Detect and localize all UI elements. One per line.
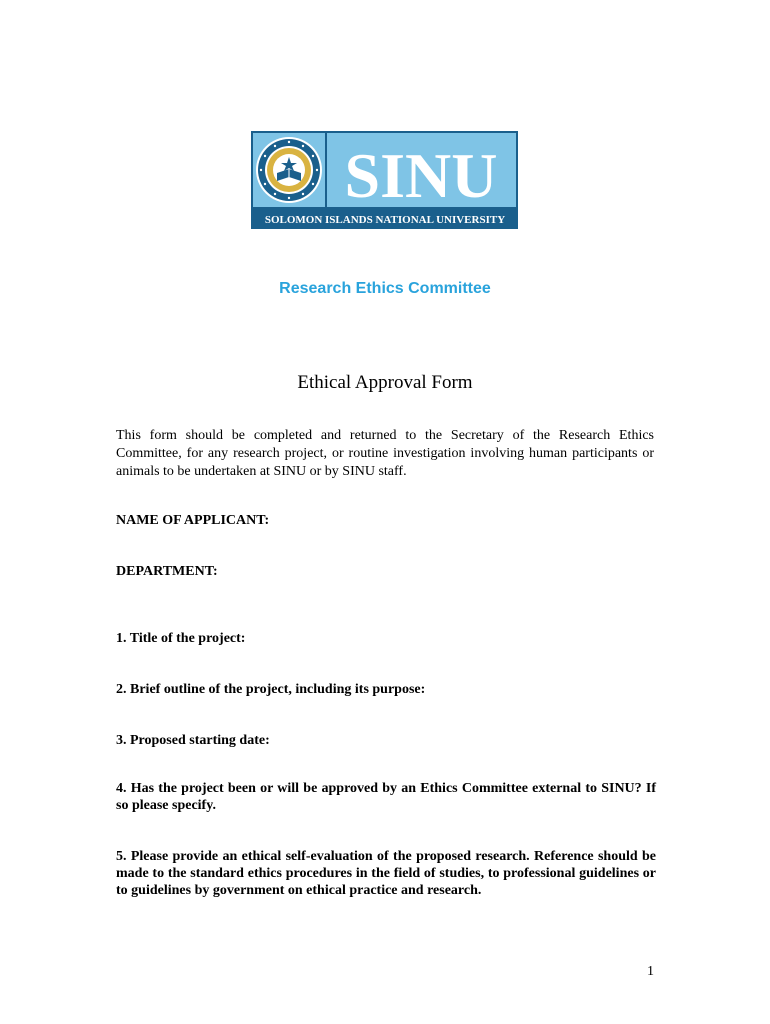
question-5: 5. Please provide an ethical self-evaluation of the proposed research. Reference should be made to the standard ethics procedures in the field of studies, to professional guidelines or to guidelines by government on ethical practice and research.: [116, 849, 656, 898]
department-label: DEPARTMENT:: [116, 564, 218, 579]
committee-heading: Research Ethics Committee: [279, 280, 491, 297]
page-number: 1: [647, 964, 654, 979]
logo-wordmark: SINU: [344, 140, 498, 211]
question-3: 3. Proposed starting date:: [116, 733, 270, 748]
question-1: 1. Title of the project:: [116, 631, 246, 646]
intro-paragraph: This form should be completed and returned to the Secretary of the Research Ethics Committee, for any research project, or routine investigation involving human participants or animals to be undertaken at SINU or by SINU staff.: [116, 428, 654, 479]
question-2: 2. Brief outline of the project, including its purpose:: [116, 682, 426, 697]
university-seal-icon: [256, 137, 322, 203]
question-4: 4. Has the project been or will be approved by an Ethics Committee external to SINU? If so please specify.: [116, 781, 656, 813]
name-of-applicant-label: NAME OF APPLICANT:: [116, 513, 270, 528]
form-title: Ethical Approval Form: [297, 372, 473, 393]
logo-subtitle: SOLOMON ISLANDS NATIONAL UNIVERSITY: [264, 214, 506, 226]
sinu-logo: [251, 131, 518, 229]
